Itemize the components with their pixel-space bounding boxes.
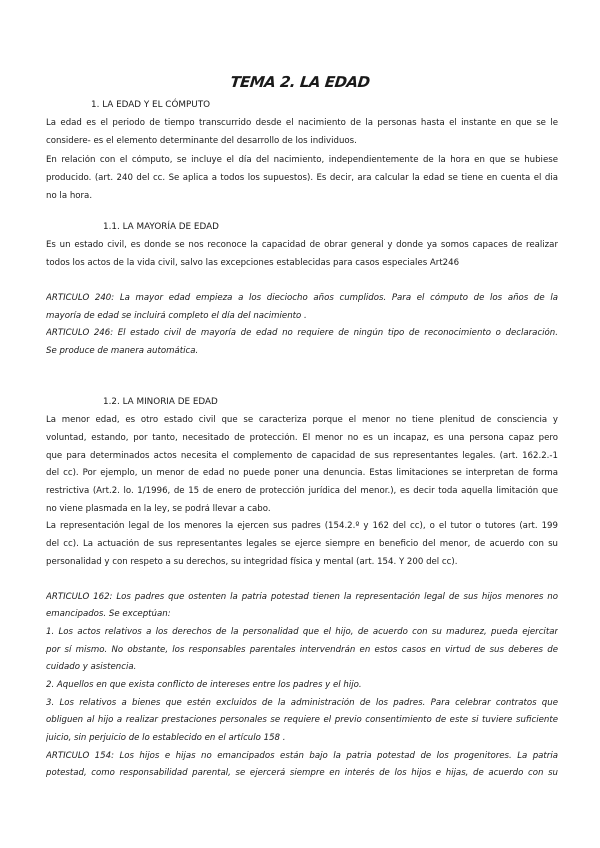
- paragraph-line: La edad es el periodo de tiempo transcurrido desde el nacimiento de la personas hasta el instante en que se le: [46, 118, 558, 128]
- article-line: 3. Los relativos a bienes que estén excluidos de la administración de los padres. Para celebrar contratos que: [46, 698, 558, 708]
- page-title: TEMA 2. LA EDAD: [229, 73, 371, 91]
- paragraph-line: no la hora.: [46, 191, 93, 201]
- paragraph-line: La menor edad, es otro estado civil que se caracteriza porque el menor no tiene plenitud de consciencia y: [46, 415, 558, 425]
- article-line: 1. Los actos relativos a los derechos de la personalidad que el hijo, de acuerdo con su madurez, pueda ejercitar: [46, 627, 558, 637]
- article-line: emancipados. Se exceptúan:: [46, 609, 171, 619]
- article-line: juicio, sin perjuicio de lo establecido en el artículo 158 .: [46, 733, 286, 743]
- paragraph-line: personalidad y con respeto a su derechos, su integridad física y mental (art. 154. Y 200 del cc).: [46, 557, 458, 567]
- paragraph-line: Es un estado civil, es donde se nos reconoce la capacidad de obrar general y donde ya somos capaces de realizar: [46, 240, 558, 250]
- paragraph-line: restrictiva (Art.2. lo. 1/1996, de 15 de enero de protección jurídica del menor.), es decir toda aquella limitación que: [46, 486, 558, 496]
- paragraph-line: del cc). Por ejemplo, un menor de edad no puede poner una denuncia. Estas limitaciones se interpretan de forma: [46, 468, 558, 478]
- paragraph-line: del cc). La actuación de sus representantes legales se ejerce siempre en beneficio del menor, de acuerdo con su: [46, 539, 558, 549]
- section-heading-edad-computo: 1. LA EDAD Y EL CÓMPUTO: [91, 100, 210, 110]
- article-line: obliguen al hijo a realizar prestaciones personales se requiere el previo consentimiento de este si tuviere suficiente: [46, 715, 558, 725]
- article-line: ARTÍCULO 154: Los hijos e hijas no emancipados están bajo la patria potestad de los progenitores. La patria: [46, 751, 558, 761]
- paragraph-line: considere- es el elemento determinante del desarrollo de los individuos.: [46, 136, 357, 146]
- article-line: 2. Aquellos en que exista conflicto de intereses entre los padres y el hijo.: [46, 680, 362, 690]
- article-line: ARTÍCULO 162: Los padres que ostenten la patria potestad tienen la representación legal de sus hijos menores no: [46, 592, 558, 602]
- article-line: ARTÍCULO 246: El estado civil de mayoría de edad no requiere de ningún tipo de reconocimiento o declaración.: [46, 328, 558, 338]
- paragraph-line: no viene plasmada en la ley, se podrá llevar a cabo.: [46, 504, 271, 514]
- paragraph-line: La representación legal de los menores la ejercen sus padres (154.2.º y 162 del cc), o el tutor o tutores (art. 199: [46, 521, 558, 531]
- article-line: potestad, como responsabilidad parental, se ejercerá siempre en interés de los hijos e hijas, de acuerdo con su: [46, 768, 558, 778]
- article-line: ARTÍCULO 240: La mayor edad empieza a los dieciocho años cumplidos. Para el cómputo de los años de la: [46, 293, 558, 303]
- section-heading-mayoria: 1.1. LA MAYORÍA DE EDAD: [103, 222, 219, 232]
- paragraph-line: voluntad, estando, por tanto, necesitado de protección. El menor no es un incapaz, es una persona capaz pero: [46, 433, 558, 443]
- section-heading-minoria: 1.2. LA MINORIA DE EDAD: [103, 397, 218, 407]
- article-line: Se produce de manera automática.: [46, 346, 199, 356]
- article-line: cuidado y asistencia.: [46, 662, 137, 672]
- paragraph-line: que para determinados actos necesita el complemento de capacidad de sus representantes legales. (art. 162.2.-1: [46, 451, 558, 461]
- paragraph-line: todos los actos de la vida civil, salvo las excepciones establecidas para casos especiales Art246: [46, 258, 460, 268]
- article-line: mayoría de edad se incluirá completo el día del nacimiento .: [46, 311, 307, 321]
- paragraph-line: En relación con el cómputo, se incluye el día del nacimiento, independientemente de la hora en que se hubiese: [46, 155, 558, 165]
- article-line: por sí mismo. No obstante, los responsables parentales intervendrán en estos casos en virtud de sus deberes de: [46, 645, 558, 655]
- paragraph-line: producido. (art. 240 del cc. Se aplica a todos los supuestos). Es decir, ara calcular la edad se tiene en cuenta el dia: [46, 173, 558, 183]
